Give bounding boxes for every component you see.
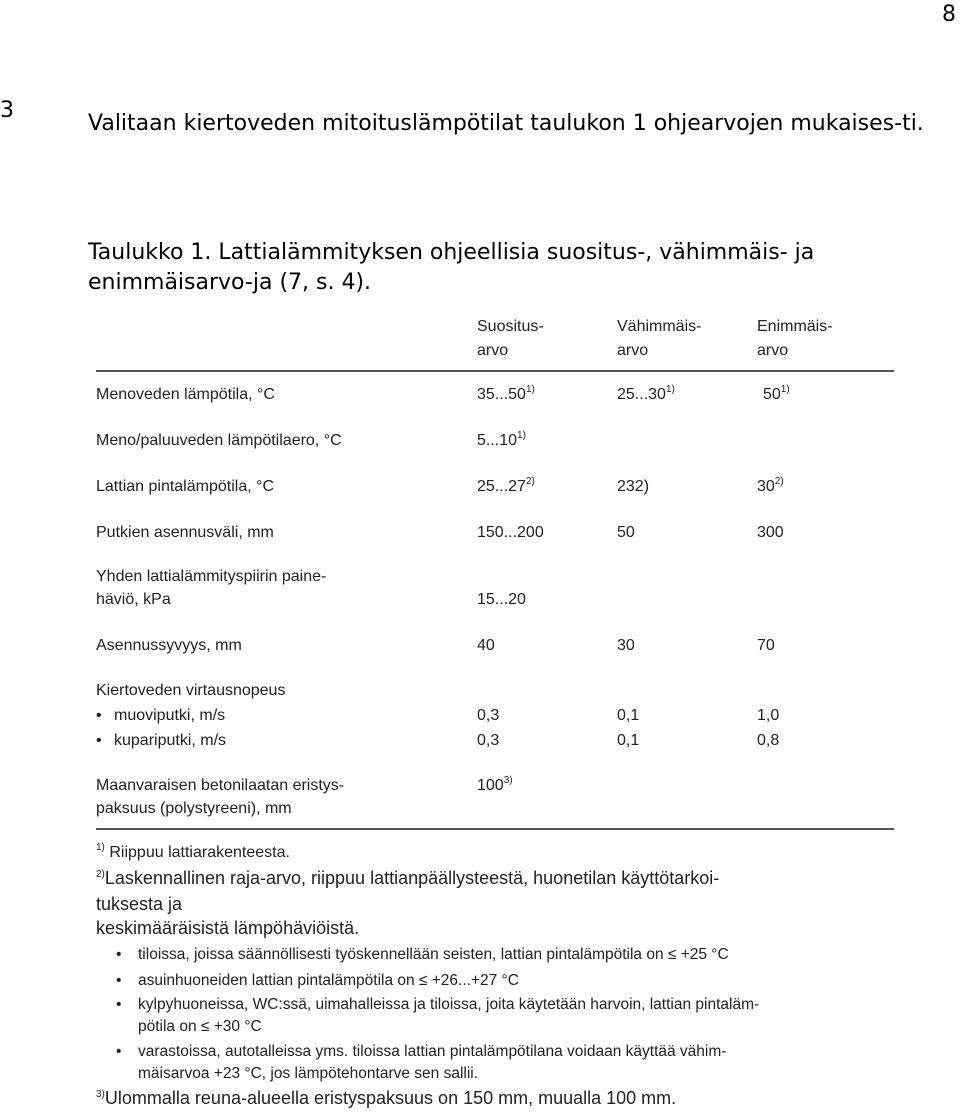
cell-putket-vahimmais: 50	[617, 524, 635, 541]
cell-kupari-enimmais: 0,8	[757, 732, 780, 749]
row-label-paluu: Meno/paluuveden lämpötilaero, °C	[96, 432, 342, 449]
footnote-bullet-4a: • varastoissa, autotalleissa yms. tiloissa lattian pintalämpötilana voidaan käyttää vähim-	[116, 1043, 727, 1060]
footnote-bullet-3b: pötila on ≤ +30 °C	[138, 1018, 262, 1035]
row-label-eristys-2: paksuus (polystyreeni), mm	[96, 800, 292, 817]
cell-eristys-suositus: 100$^{3)}$	[477, 775, 513, 794]
footnote-bullet-4b: mäisarvoa +23 °C, jos lämpötehontarve sen sallii.	[138, 1065, 479, 1082]
row-label-painehavio-1: Yhden lattialämmityspiirin paine-	[96, 568, 327, 585]
footnote-bullet-1: • tiloissa, joissa säännöllisesti työskennellään seisten, lattian pintalämpötila on ≤ +25 °C	[116, 946, 729, 963]
footnote-3: $^{3)}$Ulommalla reuna-alueella eristyspaksuus on 150 mm, muualla 100 mm.	[96, 1088, 677, 1108]
row-label-muoviputki: • muoviputki, m/s	[96, 707, 226, 724]
row-label-syvyys: Asennussyvyys, mm	[96, 637, 242, 654]
cell-lattia-suositus: 25...27$^{2)}$	[477, 476, 535, 495]
header-suositus-line1: Suositus-	[477, 318, 544, 335]
cell-putket-suositus: 150...200	[477, 524, 544, 541]
footnote-bullet-2: • asuinhuoneiden lattian pintalämpötila on ≤ +26...+27 °C	[116, 972, 519, 989]
footnote-2b: tuksesta ja	[96, 894, 183, 914]
cell-lattia-vahimmais: 232)	[617, 478, 650, 495]
cell-menovesi-suositus: 35...50$^{1)}$	[477, 384, 535, 403]
row-label-lattia: Lattian pintalämpötila, °C	[96, 478, 275, 495]
table-bottom-rule	[96, 828, 894, 830]
header-enimmais-line2: arvo	[757, 342, 789, 359]
cell-muovi-suositus: 0,3	[477, 707, 500, 724]
header-vahimmais-line1: Vähimmäis-	[617, 318, 702, 335]
cell-muovi-vahimmais: 0,1	[617, 707, 640, 724]
row-label-virtaus: Kiertoveden virtausnopeus	[96, 682, 286, 699]
header-suositusarvo	[477, 315, 544, 363]
row-label-menovesi: Menoveden lämpötila, °C	[96, 386, 275, 403]
footnote-1: $^{1)}$ Riippuu lattiarakenteesta.	[96, 842, 290, 861]
row-label-painehavio-2: häviö, kPa	[96, 591, 171, 608]
row-label-putket: Putkien asennusväli, mm	[96, 524, 274, 541]
cell-paluu-suositus: 5...10$^{1)}$	[477, 430, 526, 449]
footnote-bullet-3a: • kylpyhuoneissa, WC:ssä, uimahalleissa ja tiloissa, joita käytetään harvoin, lattian pintaläm-	[116, 996, 760, 1013]
row-label-eristys-1: Maanvaraisen betonilaatan eristys-	[96, 777, 345, 794]
cell-painehavio-suositus: 15...20	[477, 591, 526, 608]
cell-menovesi-enimmais: 50$^{1)}$	[763, 384, 790, 403]
header-vahimmaisarvo	[617, 315, 701, 363]
cell-muovi-enimmais: 1,0	[757, 707, 780, 724]
page-number: 8	[942, 2, 956, 27]
step-text: Valitaan kiertoveden mitoituslämpötilat taulukon 1 ohjearvojen mukaises-ti.	[88, 111, 924, 136]
header-enimmais-line1: Enimmäis-	[757, 318, 833, 335]
cell-syvyys-vahimmais: 30	[617, 637, 635, 654]
header-suositus-line2: arvo	[477, 342, 509, 359]
step-number: 3	[0, 98, 14, 123]
cell-syvyys-enimmais: 70	[757, 637, 775, 654]
header-enimmaisarvo	[757, 315, 833, 363]
cell-kupari-vahimmais: 0,1	[617, 732, 640, 749]
header-vahimmais-line2: arvo	[617, 342, 649, 359]
cell-lattia-enimmais: 30$^{2)}$	[757, 476, 784, 495]
header-divider	[96, 370, 894, 372]
row-label-kupariputki: • kupariputki, m/s	[96, 732, 227, 749]
footnote-2a: $^{2)}$Laskennallinen raja-arvo, riippuu lattianpäällysteestä, huonetilan käyttötarkoi-	[96, 868, 720, 888]
cell-kupari-suositus: 0,3	[477, 732, 500, 749]
cell-syvyys-suositus: 40	[477, 637, 495, 654]
cell-putket-enimmais: 300	[757, 524, 784, 541]
cell-menovesi-vahimmais: 25...30$^{1)}$	[617, 384, 675, 403]
table-caption: Taulukko 1. Lattialämmityksen ohjeellisia suositus-, vähimmäis- ja enimmäisarvo-ja (7, s. 4).	[88, 240, 815, 295]
footnote-2c: keskimääräisistä lämpöhäviöistä.	[96, 918, 360, 938]
